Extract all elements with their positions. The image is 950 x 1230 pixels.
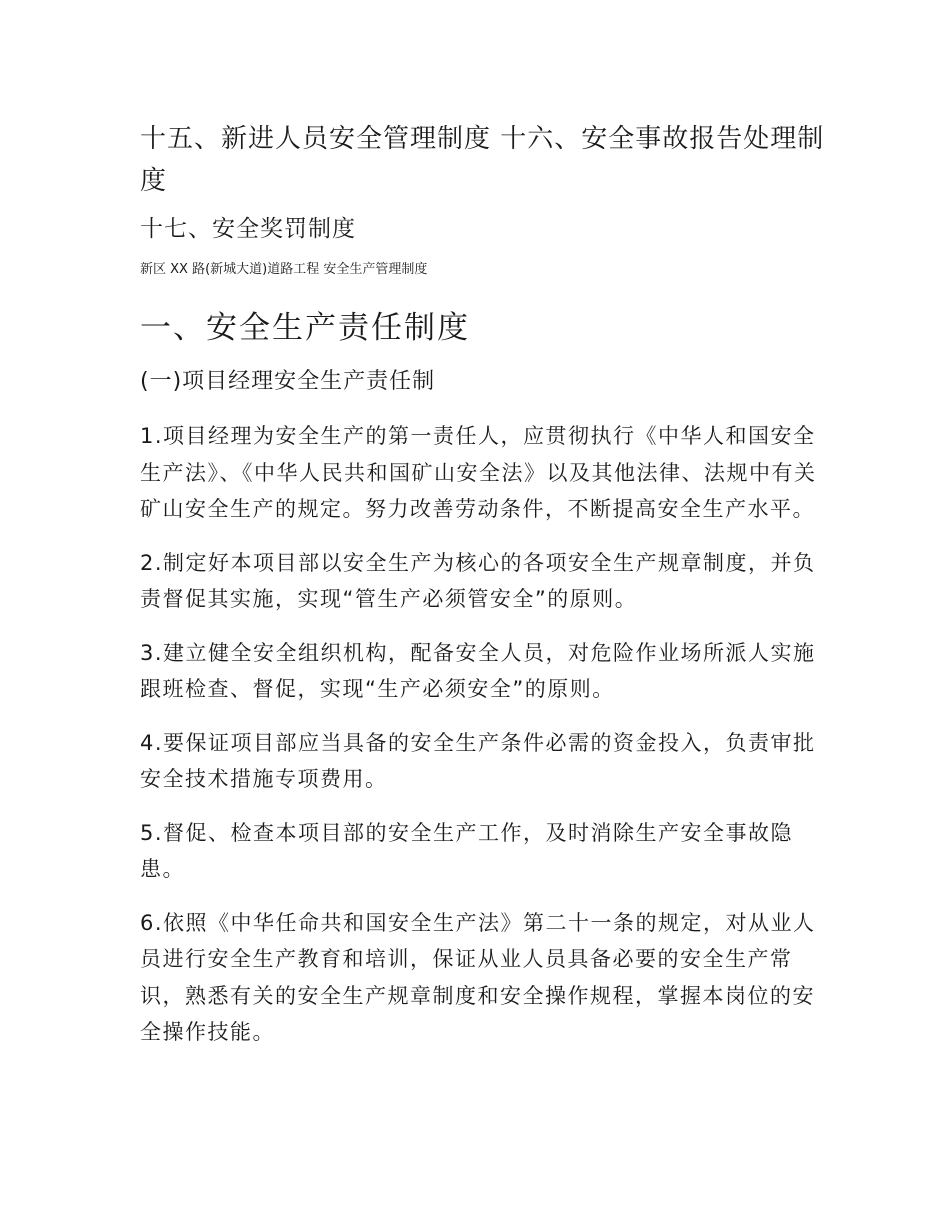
subsection-title: (一)项目经理安全生产责任制 (140, 369, 436, 394)
paragraph-1: 1.项目经理为安全生产的第一责任人，应贯彻执行《中华人和国安全生产法》、《中华人民共和国矿山安全法》以及其他法律、法规中有关矿山安全生产的规定。努力改善劳动条件，不断提高安全生产水平。 (140, 424, 817, 521)
toc-line-15-16: 十五、新进人员安全管理制度 十六、安全事故报告处理制度 (140, 124, 825, 196)
toc-line-17: 十七、安全奖罚制度 (140, 216, 356, 242)
paragraph-5: 5.督促、检查本项目部的安全生产工作，及时消除生产安全事故隐患。 (140, 820, 794, 881)
paragraph-4: 4.要保证项目部应当具备的安全生产条件必需的资金投入，负责审批安全技术措施专项费用。 (140, 730, 816, 791)
document-page (140, 118, 830, 1051)
paragraph-3: 3.建立健全安全组织机构，配备安全人员，对危险作业场所派人实施跟班检查、督促，实现“生产必须安全”的原则。 (140, 640, 816, 701)
project-caption: 新区 XX 路(新城大道)道路工程 安全生产管理制度 (140, 262, 428, 277)
paragraph-2: 2.制定好本项目部以安全生产为核心的各项安全生产规章制度，并负责督促其实施，实现“管生产必须管安全”的原则。 (140, 550, 816, 611)
section-title: 一、安全生产责任制度 (140, 310, 470, 346)
paragraph-6: 6.依照《中华任命共和国安全生产法》第二十一条的规定，对从业人员进行安全生产教育和培训，保证从业人员具备必要的安全生产常识，熟悉有关的安全生产规章制度和安全操作规程，掌握本岗位的安全操作技能。 (140, 910, 816, 1044)
